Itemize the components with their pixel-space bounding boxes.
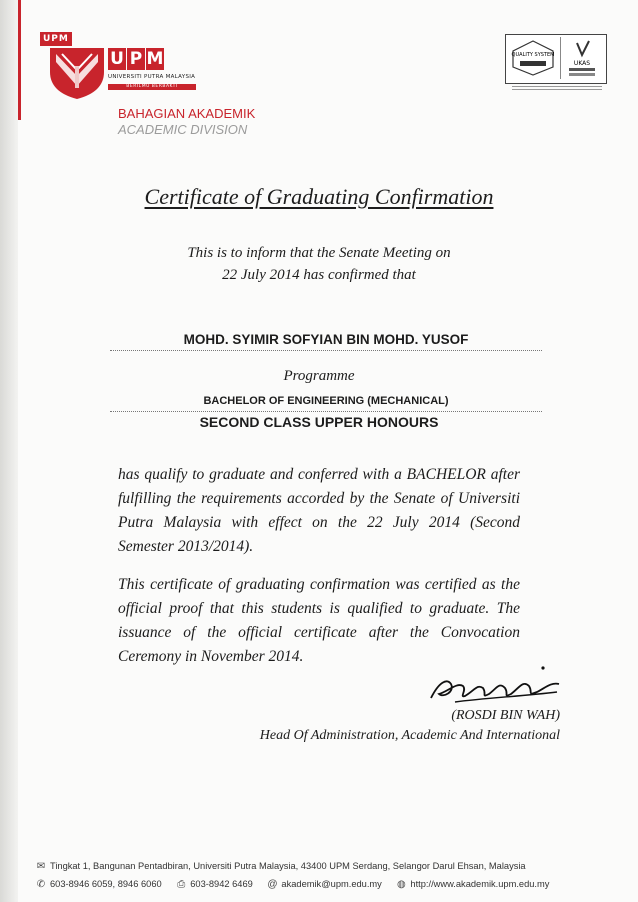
division-malay: BAHAGIAN AKADEMIK — [118, 106, 256, 121]
upm-logo — [40, 32, 210, 102]
logo-wordmark — [108, 48, 165, 70]
footer-email: akademik@upm.edu.my — [281, 879, 382, 889]
dotted-divider — [110, 411, 542, 412]
phone-icon: ✆ — [36, 879, 46, 890]
envelope-icon: ✉ — [36, 861, 46, 872]
footer-contact-row — [36, 875, 549, 893]
red-margin-rule — [18, 0, 21, 120]
signer-title: Head Of Administration, Academic And International — [259, 728, 560, 743]
certificate-title: Certificate of Graduating Confirmation — [144, 184, 494, 209]
logo-letter-u: U — [108, 48, 126, 70]
intro-line-2: 22 July 2014 has confirmed that — [222, 267, 416, 283]
footer-contact — [36, 857, 549, 893]
certification-paragraph: This certificate of graduating confirmation was certified as the official proof that this students is qualified to graduate. The issuance of the official certificate after the Convocation Ceremony in November 2014. — [118, 576, 520, 665]
fax-icon: ⎙ — [177, 879, 186, 890]
degree-classification: SECOND CLASS UPPER HONOURS — [199, 414, 439, 430]
handwritten-signature — [425, 664, 565, 708]
logo-mini-label: UPM — [40, 32, 72, 46]
email-icon: @ — [267, 879, 278, 890]
intro-line-1: This is to inform that the Senate Meeting on — [187, 245, 451, 261]
confirmation-paragraph: has qualify to graduate and conferred with a BACHELOR after fulfilling the requirements accorded by the Senate of Universiti Putra Malaysia with effect on the 22 July 2014 (Second Semester 2013/2014). — [118, 466, 520, 555]
footer-phone: 603-8946 6059, 8946 6060 — [50, 879, 162, 889]
certification-fine-print — [512, 84, 602, 90]
dotted-divider — [110, 350, 542, 351]
svg-text:UKAS: UKAS — [573, 60, 591, 67]
page-edge-shadow — [0, 0, 18, 902]
certification-marks — [505, 34, 607, 84]
globe-icon: ◍ — [397, 879, 406, 890]
signer-name: (ROSDI BIN WAH) — [451, 708, 560, 723]
intro-text — [0, 242, 638, 286]
programme-label: Programme — [283, 368, 355, 384]
logo-subtitle: UNIVERSITI PUTRA MALAYSIA — [108, 74, 196, 80]
svg-text:QUALITY SYSTEM: QUALITY SYSTEM — [511, 52, 555, 58]
logo-letter-p: P — [127, 48, 145, 70]
footer-website: http://www.akademik.upm.edu.my — [410, 879, 550, 889]
footer-address: Tingkat 1, Bangunan Pentadbiran, Universiti Putra Malaysia, 43400 UPM Serdang, Selangor Darul Ehsan, Malaysia — [50, 861, 526, 871]
shield-icon — [48, 46, 106, 100]
student-name: MOHD. SYIMIR SOFYIAN BIN MOHD. YUSOF — [183, 332, 469, 347]
logo-letter-m: M — [146, 49, 164, 69]
ukas-icon — [560, 37, 603, 79]
logo-tagline: BERILMU BERBAKTI — [108, 84, 196, 90]
quality-system-icon — [510, 39, 556, 77]
programme-name: BACHELOR OF ENGINEERING (MECHANICAL) — [203, 395, 449, 407]
footer-address-row — [36, 857, 549, 875]
footer-fax: 603-8942 6469 — [190, 879, 253, 889]
division-english: ACADEMIC DIVISION — [118, 122, 248, 137]
